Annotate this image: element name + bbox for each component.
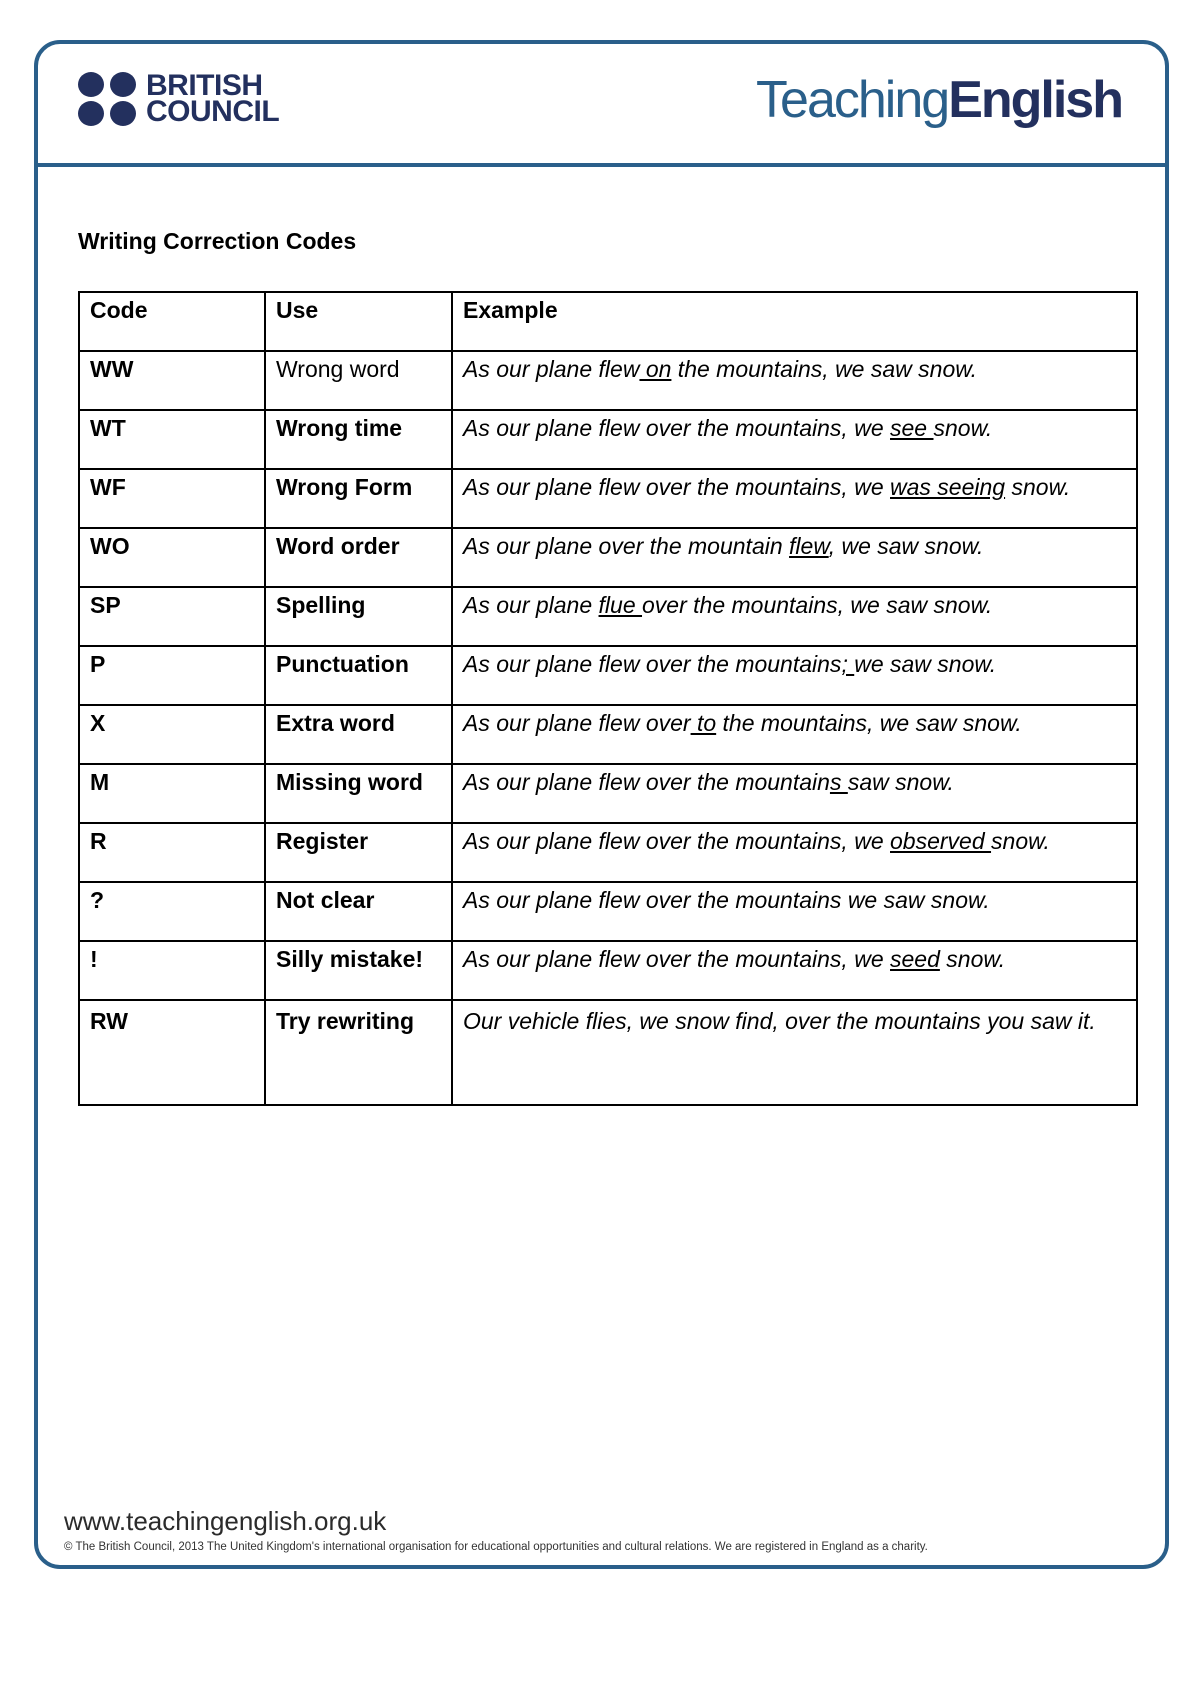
- example-text: the mountains, we saw snow.: [671, 356, 977, 382]
- code-cell: ?: [79, 882, 265, 941]
- use-cell: Extra word: [265, 705, 452, 764]
- code-cell: X: [79, 705, 265, 764]
- code-cell: M: [79, 764, 265, 823]
- teaching-english-logo: [756, 70, 1122, 130]
- example-text: snow.: [933, 415, 993, 441]
- table-row: [79, 646, 1137, 705]
- example-cell: [452, 764, 1137, 823]
- table-header-row: [79, 292, 1137, 351]
- use-cell: Wrong word: [265, 351, 452, 410]
- example-text: As our plane flew over the mountains we saw snow.: [463, 887, 990, 913]
- correction-codes-table: [78, 291, 1138, 1106]
- page-title: Writing Correction Codes: [78, 228, 357, 254]
- example-text: snow.: [1005, 474, 1071, 500]
- example-cell: [452, 941, 1137, 1000]
- table-row: [79, 764, 1137, 823]
- example-text: As our plane flew over: [463, 710, 691, 736]
- example-cell: [452, 882, 1137, 941]
- use-cell: Not clear: [265, 882, 452, 941]
- table-row: [79, 469, 1137, 528]
- example-text: , we saw snow.: [828, 533, 984, 559]
- example-text: As our plane over the mountain: [463, 533, 790, 559]
- code-cell: WW: [79, 351, 265, 410]
- code-cell: !: [79, 941, 265, 1000]
- example-cell: [452, 469, 1137, 528]
- example-text: As our plane flew over the mountains, we: [463, 828, 891, 854]
- british-council-logo: [78, 69, 280, 128]
- table-row: [79, 882, 1137, 941]
- table-row: [79, 1000, 1137, 1105]
- use-cell: Silly mistake!: [265, 941, 452, 1000]
- table-row: [79, 410, 1137, 469]
- code-cell: WF: [79, 469, 265, 528]
- bc-logo-line2: COUNCIL: [146, 95, 280, 128]
- use-cell: Wrong Form: [265, 469, 452, 528]
- use-cell: Missing word: [265, 764, 452, 823]
- code-cell: SP: [79, 587, 265, 646]
- use-cell: Punctuation: [265, 646, 452, 705]
- example-cell: [452, 410, 1137, 469]
- use-cell: Word order: [265, 528, 452, 587]
- example-text: we saw snow.: [854, 651, 997, 677]
- example-error: s: [829, 769, 848, 795]
- bc-logo-line1: BRITISH: [146, 69, 263, 102]
- example-text: As our plane flew over the mountains, we: [463, 474, 891, 500]
- example-cell: [452, 705, 1137, 764]
- example-text: As our plane flew over the mountains, we: [463, 415, 891, 441]
- example-text: As our plane flew over the mountains: [463, 651, 842, 677]
- header-example: Example: [452, 292, 1137, 351]
- example-error: observed: [890, 828, 992, 854]
- example-error: to: [690, 710, 717, 736]
- example-cell: [452, 646, 1137, 705]
- example-error: see: [890, 415, 934, 441]
- example-cell: [452, 823, 1137, 882]
- example-error: flue: [598, 592, 643, 618]
- use-cell: Wrong time: [265, 410, 452, 469]
- example-cell: [452, 528, 1137, 587]
- header-use: Use: [265, 292, 452, 351]
- use-cell: Try rewriting: [265, 1000, 452, 1105]
- te-logo-light: Teaching: [756, 71, 949, 129]
- table-row: [79, 528, 1137, 587]
- british-council-dots-icon: [78, 72, 136, 126]
- table-row: [79, 351, 1137, 410]
- table-row: [79, 705, 1137, 764]
- example-error: seed: [890, 946, 940, 972]
- example-cell: [452, 587, 1137, 646]
- header-code: Code: [79, 292, 265, 351]
- te-logo-bold: English: [948, 71, 1122, 129]
- example-text: As our plane flew over the mountains, we: [463, 946, 891, 972]
- example-text: Our vehicle flies, we snow find, over the mountains you saw it.: [463, 1008, 1096, 1034]
- example-text: As our plane flew: [463, 356, 640, 382]
- example-text: As our plane flew over the mountain: [463, 769, 830, 795]
- example-error: was seeing: [890, 474, 1006, 500]
- table-row: [79, 941, 1137, 1000]
- example-text: over the mountains, we saw snow.: [642, 592, 993, 618]
- table-row: [79, 823, 1137, 882]
- footer-website-url: www.teachingenglish.org.uk: [64, 1506, 387, 1536]
- code-cell: R: [79, 823, 265, 882]
- use-cell: Spelling: [265, 587, 452, 646]
- use-cell: Register: [265, 823, 452, 882]
- example-error: ;: [841, 651, 855, 677]
- example-text: the mountains, we saw snow.: [716, 710, 1022, 736]
- example-cell: [452, 351, 1137, 410]
- code-cell: WT: [79, 410, 265, 469]
- footer-copyright: © The British Council, 2013 The United Kingdom's international organisation for educational opportunities and cultural relations. We are registered in England as a charity.: [64, 1541, 928, 1553]
- example-cell: [452, 1000, 1137, 1105]
- example-error: on: [639, 356, 672, 382]
- british-council-wordmark: [146, 69, 280, 128]
- code-cell: RW: [79, 1000, 265, 1105]
- example-text: As our plane: [463, 592, 599, 618]
- table-row: [79, 587, 1137, 646]
- example-error: flew: [789, 533, 829, 559]
- example-text: snow.: [991, 828, 1050, 854]
- code-cell: P: [79, 646, 265, 705]
- example-text: saw snow.: [847, 769, 954, 795]
- code-cell: WO: [79, 528, 265, 587]
- header-divider: [34, 163, 1169, 167]
- example-text: snow.: [939, 946, 1006, 972]
